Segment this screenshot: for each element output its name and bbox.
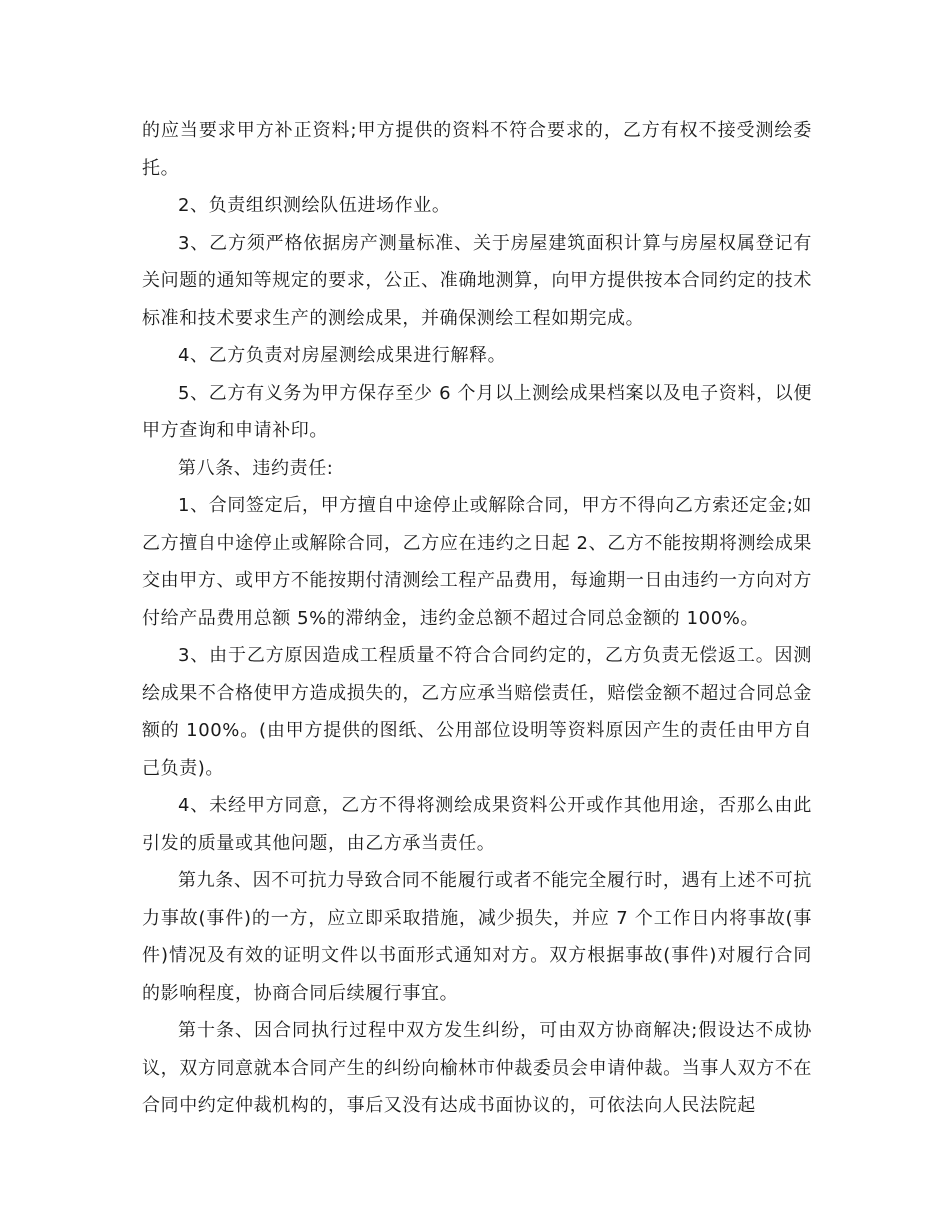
article-8-clause-1: 1、合同签定后，甲方擅自中途停止或解除合同，甲方不得向乙方索还定金;如乙方擅自中途停止或解除合同，乙方应在违约之日起 2、乙方不能按期将测绘成果交由甲方、或甲方不能按期付清测绘工程产品费用，每逾期一日由违约一方向对方付给产品费用总额 5%的滞纳金，违约金总额不超过合同总金额的 100%。 [142,495,812,629]
document-body [142,112,812,1125]
paragraph-continuation: 的应当要求甲方补正资料;甲方提供的资料不符合要求的，乙方有权不接受测绘委托。 [142,120,812,179]
article-8-heading: 第八条、违约责任: [178,457,334,479]
article-9: 第九条、因不可抗力导致合同不能履行或者不能完全履行时，遇有上述不可抗力事故(事件)的一方，应立即采取措施，减少损失，并应 7 个工作日内将事故(事件)情况及有效的证明文件以书面形式通知对方。双方根据事故(事件)对履行合同的影响程度，协商合同后续履行事宜。 [142,870,812,1004]
paragraph-item-2: 2、负责组织测绘队伍进场作业。 [178,195,451,216]
article-8-clause-4: 4、未经甲方同意，乙方不得将测绘成果资料公开或作其他用途，否那么由此引发的质量或其他问题，由乙方承当责任。 [142,795,812,854]
article-8-clause-3: 3、由于乙方原因造成工程质量不符合合同约定的，乙方负责无偿返工。因测绘成果不合格使甲方造成损失的，乙方应承当赔偿责任，赔偿金额不超过合同总金额的 100%。(由甲方提供的图纸、公用部位设明等资料原因产生的责任由甲方自己负责)。 [142,645,812,779]
paragraph-item-4: 4、乙方负责对房屋测绘成果进行解释。 [178,345,507,366]
paragraph-item-5: 5、乙方有义务为甲方保存至少 6 个月以上测绘成果档案以及电子资料，以便甲方查询和申请补印。 [142,382,812,441]
article-10: 第十条、因合同执行过程中双方发生纠纷，可由双方协商解决;假设达不成协议，双方同意就本合同产生的纠纷向榆林市仲裁委员会申请仲裁。当事人双方不在合同中约定仲裁机构的，事后又没有达成书面协议的，可依法向人民法院起 [142,1020,812,1116]
paragraph-item-3: 3、乙方须严格依据房产测量标准、关于房屋建筑面积计算与房屋权属登记有关问题的通知等规定的要求，公正、准确地测算，向甲方提供按本合同约定的技术标准和技术要求生产的测绘成果，并确保测绘工程如期完成。 [142,232,812,329]
